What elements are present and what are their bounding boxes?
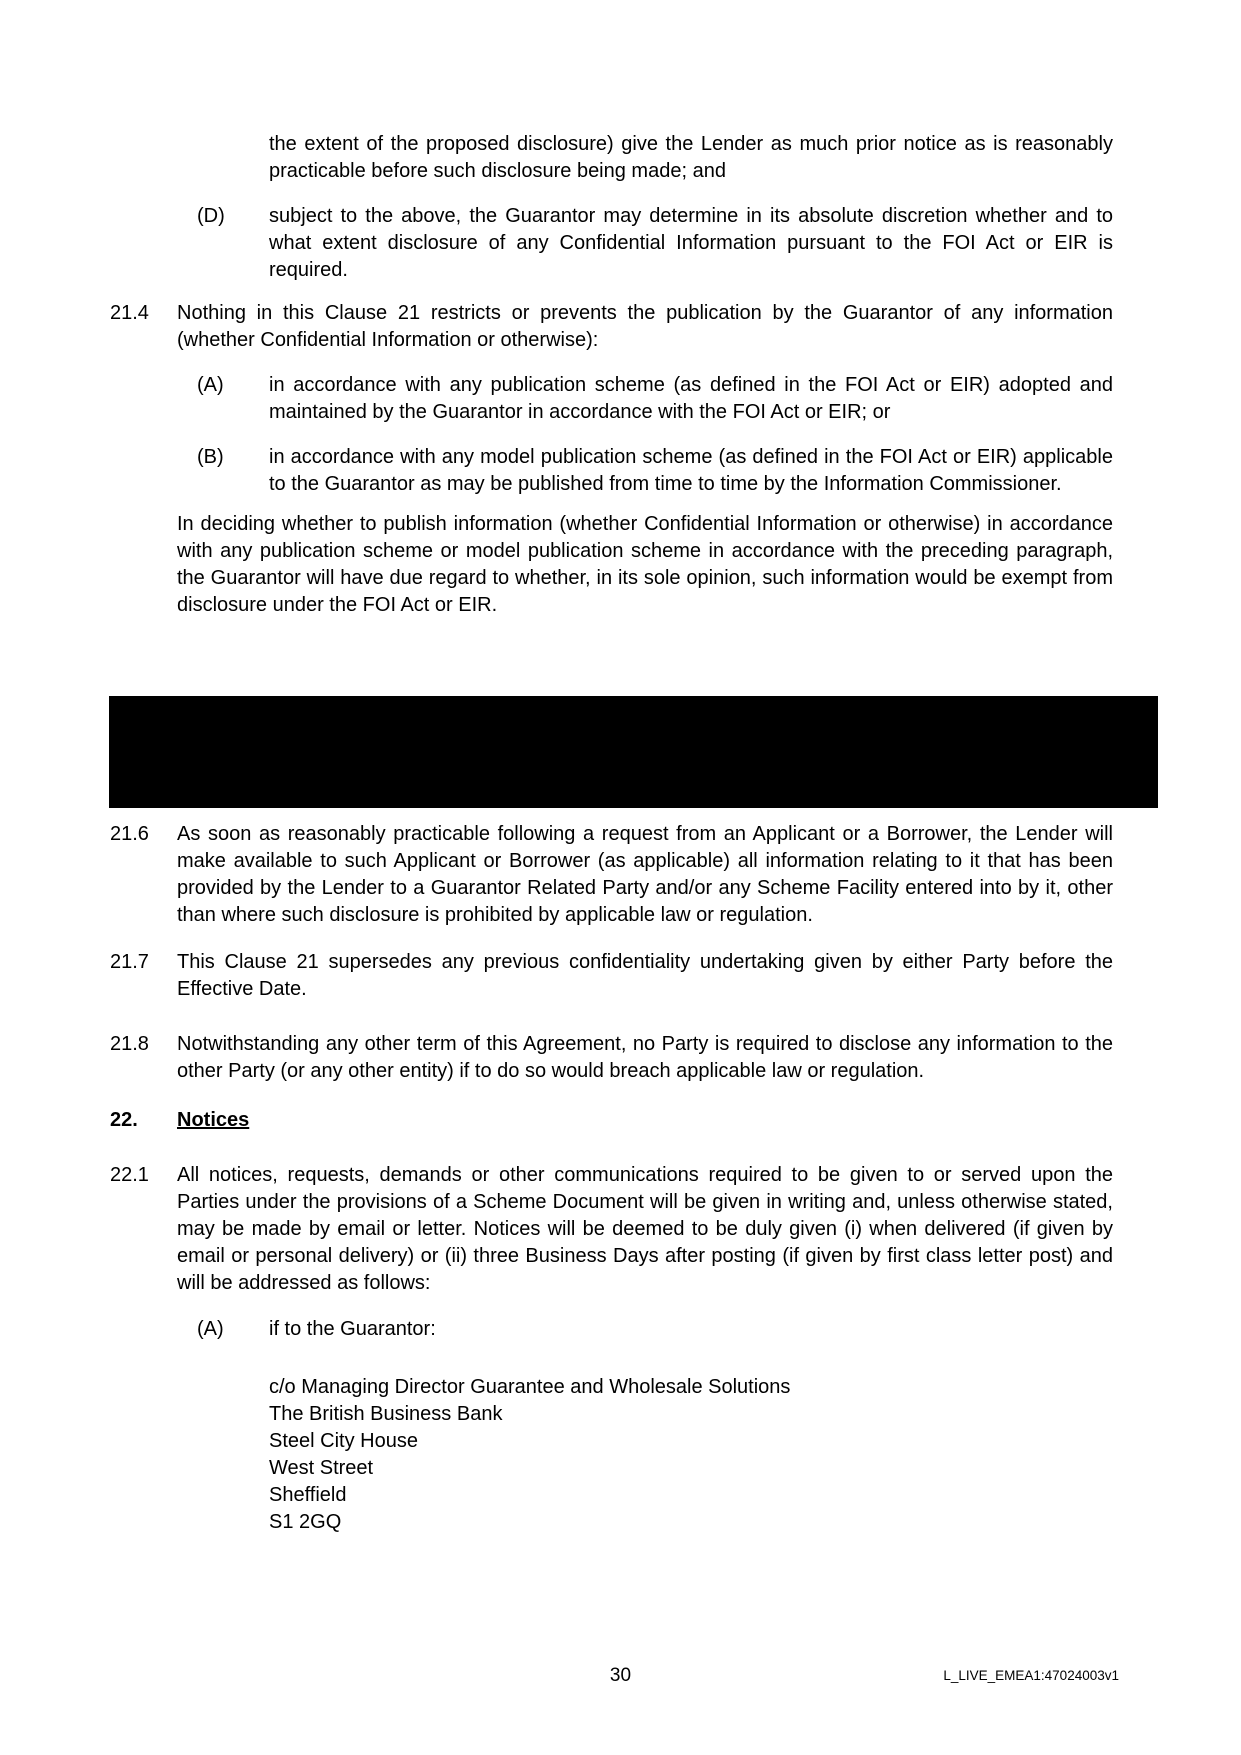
page-number: 30 xyxy=(609,1665,632,1686)
subitem-text: if to the Guarantor: xyxy=(269,1318,436,1340)
heading-notices xyxy=(110,1107,1113,1134)
clause-text: As soon as reasonably practicable following a request from an Applicant or a Borrower, the Lender will make available to such Applicant or Borrower (as applicable) all information relating to it that has been provided by the Lender to a Guarantor Related Party and/or any Scheme Facility entered into by it, other than where such disclosure is prohibited by applicable law or regulation. xyxy=(177,823,1113,926)
paragraph-deciding: In deciding whether to publish information (whether Confidential Information or otherwise) in accordance with any publication scheme or model publication scheme in accordance with the preceding paragraph, the Guarantor will have due regard to whether, in its sole opinion, such information would be exempt from disclosure under the FOI Act or EIR. xyxy=(177,513,1113,616)
subitem-D xyxy=(197,203,1113,284)
clause-number: 22.1 xyxy=(110,1164,149,1186)
document-content xyxy=(110,0,1113,1536)
clause-22-1 xyxy=(110,1162,1113,1297)
clause-21-7 xyxy=(110,949,1113,1003)
address-line: S1 2GQ xyxy=(269,1511,342,1533)
heading-text: Notices xyxy=(177,1109,250,1131)
subitem-label: (B) xyxy=(197,446,224,468)
guarantor-address xyxy=(269,1374,1113,1536)
address-line: West Street xyxy=(269,1457,374,1479)
subitem-B xyxy=(197,444,1113,498)
subitem-label: (A) xyxy=(197,1318,224,1340)
clause-text: All notices, requests, demands or other communications required to be given to or served upon the Parties under the provisions of a Scheme Document will be given in writing and, unless otherwise stated, may be made by email or letter. Notices will be deemed to be duly given (i) when delivered (if given by email or personal delivery) or (ii) three Business Days after posting (if given by first class letter post) and will be addressed as follows: xyxy=(177,1164,1113,1294)
address-line: The British Business Bank xyxy=(269,1403,503,1425)
redaction-block xyxy=(109,696,1158,808)
subitem-text: in accordance with any model publication scheme (as defined in the FOI Act or EIR) applicable to the Guarantor as may be published from time to time by the Information Commissioner. xyxy=(269,446,1113,495)
clause-text: Notwithstanding any other term of this Agreement, no Party is required to disclose any information to the other Party (or any other entity) if to do so would breach applicable law or regulation. xyxy=(177,1033,1113,1082)
footer-document-id: L_LIVE_EMEA1:47024003v1 xyxy=(943,1668,1119,1683)
clause-number: 21.7 xyxy=(110,951,149,973)
subitem-label: (D) xyxy=(197,205,225,227)
subitem-label: (A) xyxy=(197,374,224,396)
subitem-A-guarantor xyxy=(197,1316,1113,1343)
clause-text: Nothing in this Clause 21 restricts or prevents the publication by the Guarantor of any information (whether Confidential Information or otherwise): xyxy=(177,302,1113,351)
clause-number: 21.6 xyxy=(110,823,149,845)
heading-number: 22. xyxy=(110,1109,138,1131)
clause-number: 21.8 xyxy=(110,1033,149,1055)
address-line: c/o Managing Director Guarantee and Wholesale Solutions xyxy=(269,1376,791,1398)
clause-21-4 xyxy=(110,300,1113,354)
paragraph-continuation: the extent of the proposed disclosure) give the Lender as much prior notice as is reasonably practicable before such disclosure being made; and xyxy=(269,133,1113,182)
subitem-text: subject to the above, the Guarantor may determine in its absolute discretion whether and to what extent disclosure of any Confidential Information pursuant to the FOI Act or EIR is required. xyxy=(269,205,1113,281)
clause-text: This Clause 21 supersedes any previous confidentiality undertaking given by either Party before the Effective Date. xyxy=(177,951,1113,1000)
subitem-A xyxy=(197,372,1113,426)
clause-21-8 xyxy=(110,1031,1113,1085)
clause-number: 21.4 xyxy=(110,302,149,324)
clause-21-6 xyxy=(110,821,1113,929)
address-line: Sheffield xyxy=(269,1484,347,1506)
address-line: Steel City House xyxy=(269,1430,418,1452)
subitem-text: in accordance with any publication scheme (as defined in the FOI Act or EIR) adopted and maintained by the Guarantor in accordance with the FOI Act or EIR; or xyxy=(269,374,1113,423)
